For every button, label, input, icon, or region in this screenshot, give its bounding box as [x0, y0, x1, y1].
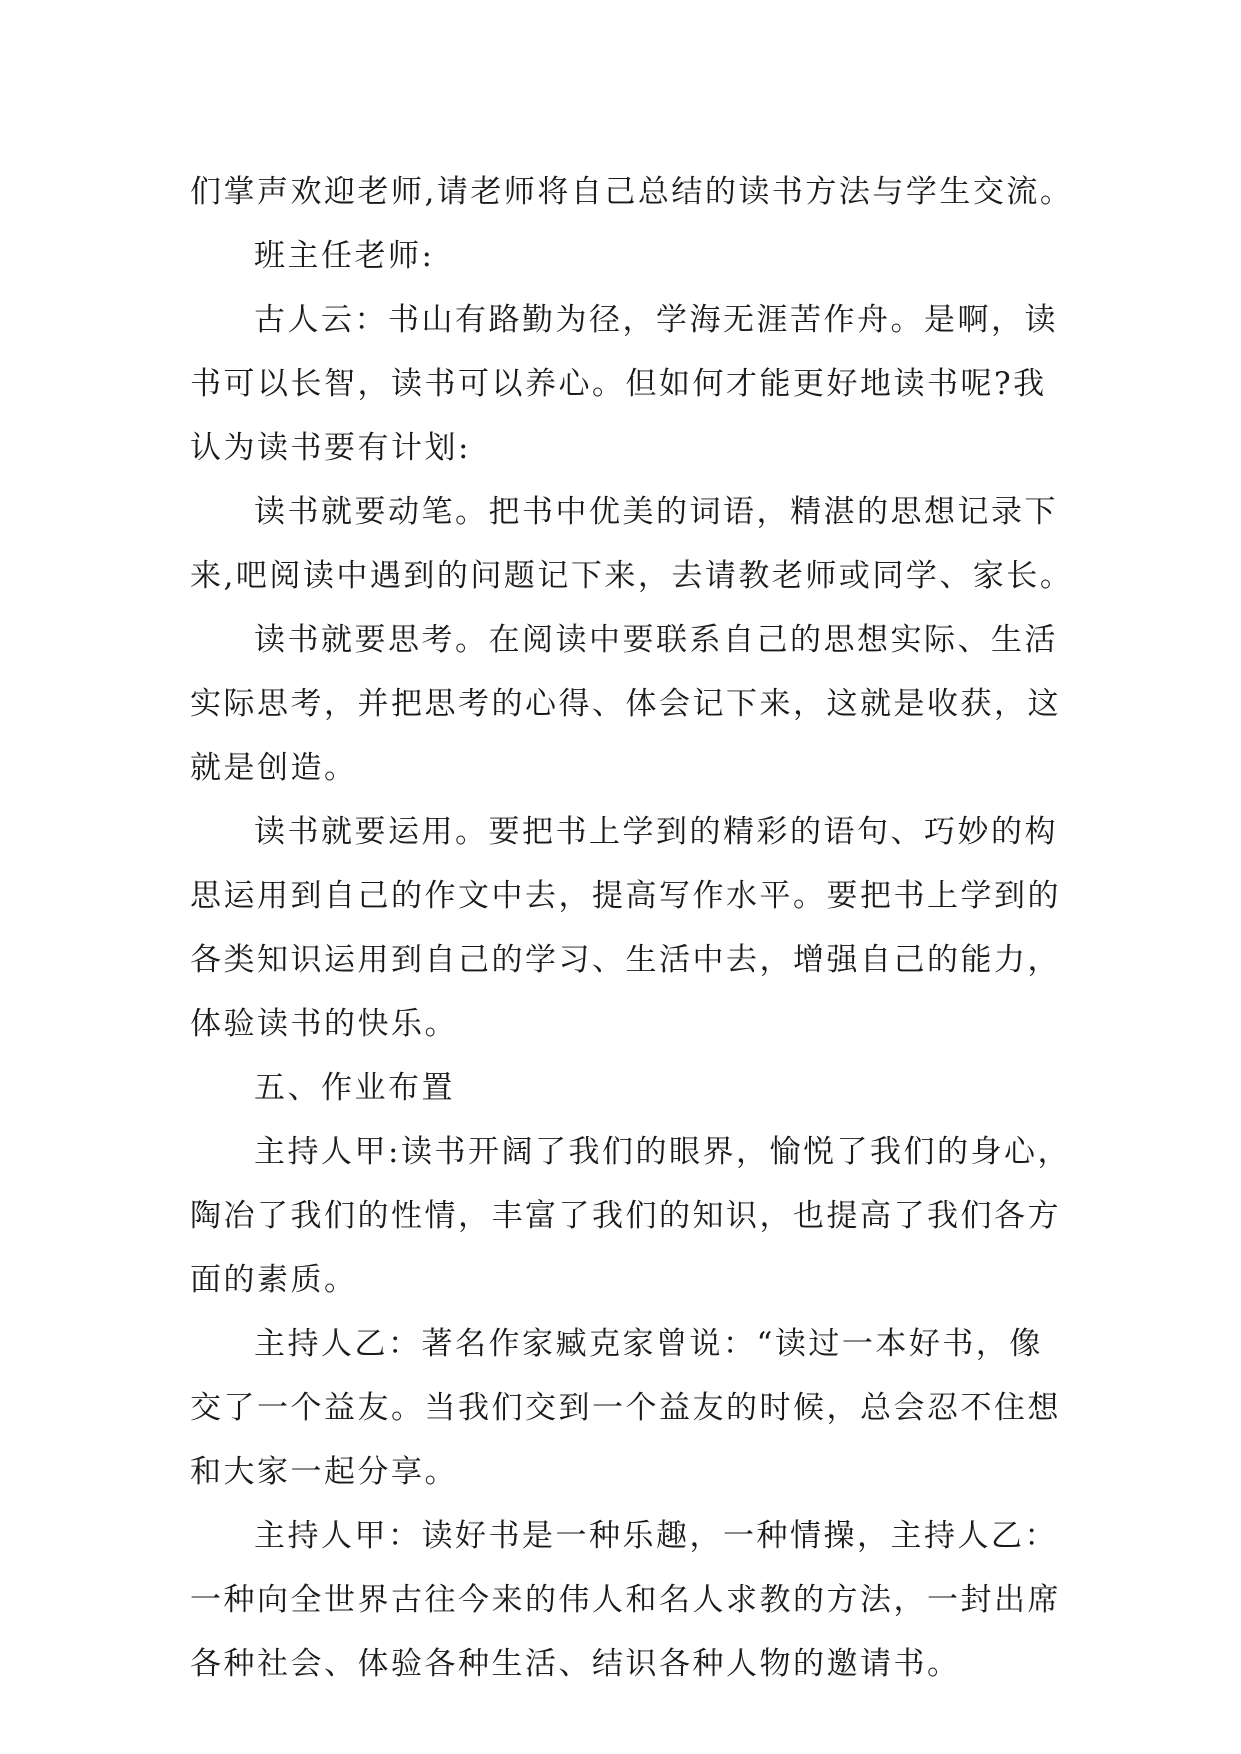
text-line: 读书就要动笔。把书中优美的词语，精湛的思想记录下 [254, 494, 1058, 530]
text-line: 思运用到自己的作文中去，提高写作水平。要把书上学到的 [190, 878, 1061, 914]
text-line: 就是创造。 [190, 750, 358, 786]
text-line: 们掌声欢迎老师,请老师将自己总结的读书方法与学生交流。 [190, 174, 1074, 210]
section-heading: 五、作业布置 [254, 1070, 455, 1106]
text-line: 和大家一起分享。 [190, 1454, 458, 1490]
text-line: 书可以长智，读书可以养心。但如何才能更好地读书呢?我 [190, 366, 1047, 402]
text-line: 体验读书的快乐。 [190, 1006, 458, 1042]
text-line: 班主任老师: [254, 238, 435, 274]
text-line: 各种社会、体验各种生活、结识各种人物的邀请书。 [190, 1646, 961, 1682]
text-line: 实际思考，并把思考的心得、体会记下来，这就是收获，这 [190, 686, 1061, 722]
text-line: 主持人乙：著名作家臧克家曾说：“读过一本好书，像 [254, 1326, 1043, 1362]
text-line: 主持人甲：读好书是一种乐趣，一种情操，主持人乙： [254, 1518, 1058, 1554]
text-line: 各类知识运用到自己的学习、生活中去，增强自己的能力， [190, 942, 1061, 978]
text-line: 一种向全世界古往今来的伟人和名人求教的方法，一封出席 [190, 1582, 1061, 1618]
text-line: 古人云：书山有路勤为径，学海无涯苦作舟。是啊，读 [254, 302, 1058, 338]
text-line: 交了一个益友。当我们交到一个益友的时候，总会忍不住想 [190, 1390, 1061, 1426]
document-body [190, 160, 1074, 1696]
text-line: 来,吧阅读中遇到的问题记下来，去请教老师或同学、家长。 [190, 558, 1074, 594]
text-line: 认为读书要有计划: [190, 430, 471, 466]
text-line: 读书就要运用。要把书上学到的精彩的语句、巧妙的构 [254, 814, 1058, 850]
text-line: 陶冶了我们的性情，丰富了我们的知识，也提高了我们各方 [190, 1198, 1061, 1234]
text-line: 读书就要思考。在阅读中要联系自己的思想实际、生活 [254, 622, 1058, 658]
text-line: 面的素质。 [190, 1262, 358, 1298]
text-line: 主持人甲:读书开阔了我们的眼界，愉悦了我们的身心， [254, 1134, 1071, 1170]
